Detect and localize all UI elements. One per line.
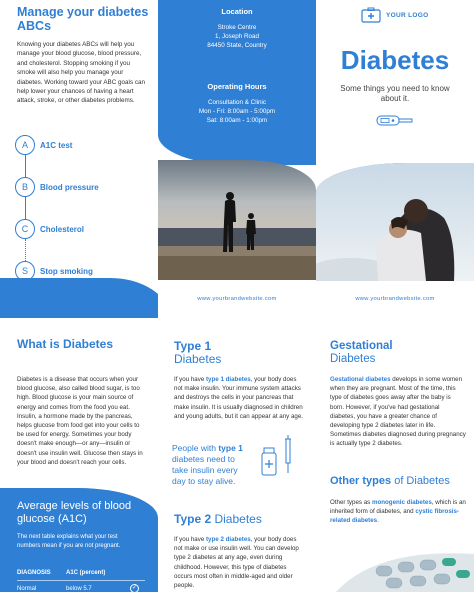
other-types-title-b: of Diabetes [391,475,450,487]
a1c-row-normal-value: below 5.7 [66,586,92,592]
type1-body-bold: type 1 diabetes [206,376,251,383]
a1c-row-normal-diagnosis: Normal [17,586,37,592]
step-a1c [14,135,72,155]
other-body-bold1: monogenic diabetes [371,499,432,506]
type2-title-b: Diabetes [211,512,262,526]
step-label-stop-smoking: Stop smoking [40,266,93,276]
location-line-2: 1, Joseph Road [214,33,260,40]
step-letter-c: C [15,219,35,239]
location-line-1: Stroke Centre [217,24,257,31]
type2-body-post: , your body does not make or use insulin well. You can develop type 2 diabetes at any age, even during childhood. However, this type of diabetes occurs most often in middle-aged and older people. [174,536,299,590]
steps-dotted-line [25,239,26,261]
step-label-cholesterol: Cholesterol [40,224,85,234]
abcs-steps [14,135,154,285]
insulin-vial-syringe-icon [258,433,300,483]
check-icon: ✓ [131,585,138,591]
a1c-divider [17,580,145,581]
panel1-wave [0,278,158,318]
step-label-a1c: A1C test [40,140,73,150]
hours-line-1: Consultation & Clinic [207,99,267,106]
type2-body-bold: type 2 diabetes [206,536,251,543]
gestational-body-post: develops in some women when they are pregnant. Most of the time, this type of diabetes goes away after the baby is born. However, if you've had gestational diabetes, you have a greater chance of developing type 2 diabetes later in life. Sometimes diabetes diagnosed during pregnancy is actually type 2 diabetes. [330,376,466,448]
step-letter-s: S [15,261,35,281]
other-body-post: . [377,517,379,525]
other-types-body [330,498,466,526]
step-label-blood-pressure: Blood pressure [40,182,99,192]
brand-logo [361,7,428,23]
what-is-body: Diabetes is a disease that occurs when your blood glucose, also called blood sugar, is too high. Blood glucose is your main source of energy and comes from the food you eat. Insulin, a hormone made by the pancreas, helps glucose from food get into your cells to be used for energy. Sometimes your body doesn't make enough—or any—insulin or doesn't use insulin well. Glucose then stays in your blood and doesn't reach your cells. [17,376,143,466]
cover-subtitle: Some things you need to know about it. [340,84,450,103]
location-heading: Location [221,7,253,16]
step-blood-pressure [14,177,99,197]
other-body-bold2: cystic fibrosis-related diabetes [330,508,459,525]
glucometer-icon [376,113,414,127]
type1-title-type: Type [174,339,205,353]
a1c-col-percent: A1C (percent) [66,570,106,576]
website-url-2[interactable]: www.yourbrandwebsite.com [355,296,435,302]
section-gestational [316,318,474,592]
beach-photo [158,160,316,280]
section-what-is [0,318,158,592]
step-letter-b: B [15,177,35,197]
what-is-title: What is Diabetes [17,337,114,351]
section-types [158,318,316,592]
step-letter-a: A [15,135,35,155]
panel-cover [316,0,474,318]
panel-location [158,0,316,318]
beach-silhouette-image [158,160,316,280]
hours-line-3: Sat: 8:00am - 1:00pm [206,117,268,124]
medical-kit-icon [361,7,381,23]
family-hug-image [316,163,474,281]
other-types-title-a: Other types [330,475,392,487]
type2-body [174,535,306,590]
callout-b: type 1 [218,443,243,453]
abcs-intro: Knowing your diabetes ABCs will help you manage your blood glucose, blood pressure, and cholesterol. Stopping smoking if you smoke will also help you manage your diabetes. Working toward your ABC goals can help lower your chances of having a heart attack, stroke, or other diabetes problems. [17,41,145,105]
callout-a: People with [172,443,219,453]
type1-body-pre: If you have [174,376,206,383]
type2-body-pre: If you have [174,536,206,543]
type1-title-number: 1 [204,339,212,353]
website-url-1[interactable]: www.yourbrandwebsite.com [197,296,277,302]
cover-title: Diabetes [340,45,450,75]
abcs-title: Manage your diabetes ABCs [17,5,149,33]
gestational-body-bold: Gestational diabetes [330,376,391,383]
hours-heading: Operating Hours [207,82,267,91]
a1c-card [0,488,158,592]
pills-image [316,546,474,592]
type1-title-diabetes: Diabetes [174,352,222,366]
a1c-card-subtitle: The next table explains what your test numbers mean if you are not pregnant. [17,534,121,549]
gestational-title [330,340,393,366]
location-line-3: 84450 State, Country [207,42,267,49]
type1-callout [172,443,252,487]
type1-body-post: , your body does not make insulin. Your immune system attacks and destroys the cells in your pancreas that make insulin. It is usually diagnosed in children and young adults, but it can appear at any age. [174,376,304,420]
type1-title [174,340,221,366]
other-types-title [330,475,450,488]
panel-abcs [0,0,158,318]
gestational-body [330,375,466,449]
type1-body [174,375,306,421]
a1c-card-title: Average levels of blood glucose (A1C) [17,500,132,525]
hug-photo [316,163,474,281]
a1c-col-diagnosis: DIAGNOSIS [17,570,51,576]
callout-c: diabetes need to take insulin every day to stay alive. [172,454,238,486]
other-body-pre: Other types as [330,499,372,506]
hours-line-2: Mon - Fri: 8:00am - 5:00pm [198,108,276,115]
type2-title-a: Type 2 [174,512,212,526]
logo-text: YOUR LOGO [386,11,429,19]
pills-photo [316,546,474,592]
gestational-title-a: Gestational [330,340,393,352]
gestational-title-b: Diabetes [330,353,376,365]
other-body-mid: , which is an inherited form of diabetes, and [330,499,466,516]
step-cholesterol [14,219,84,239]
type2-title [174,513,262,526]
